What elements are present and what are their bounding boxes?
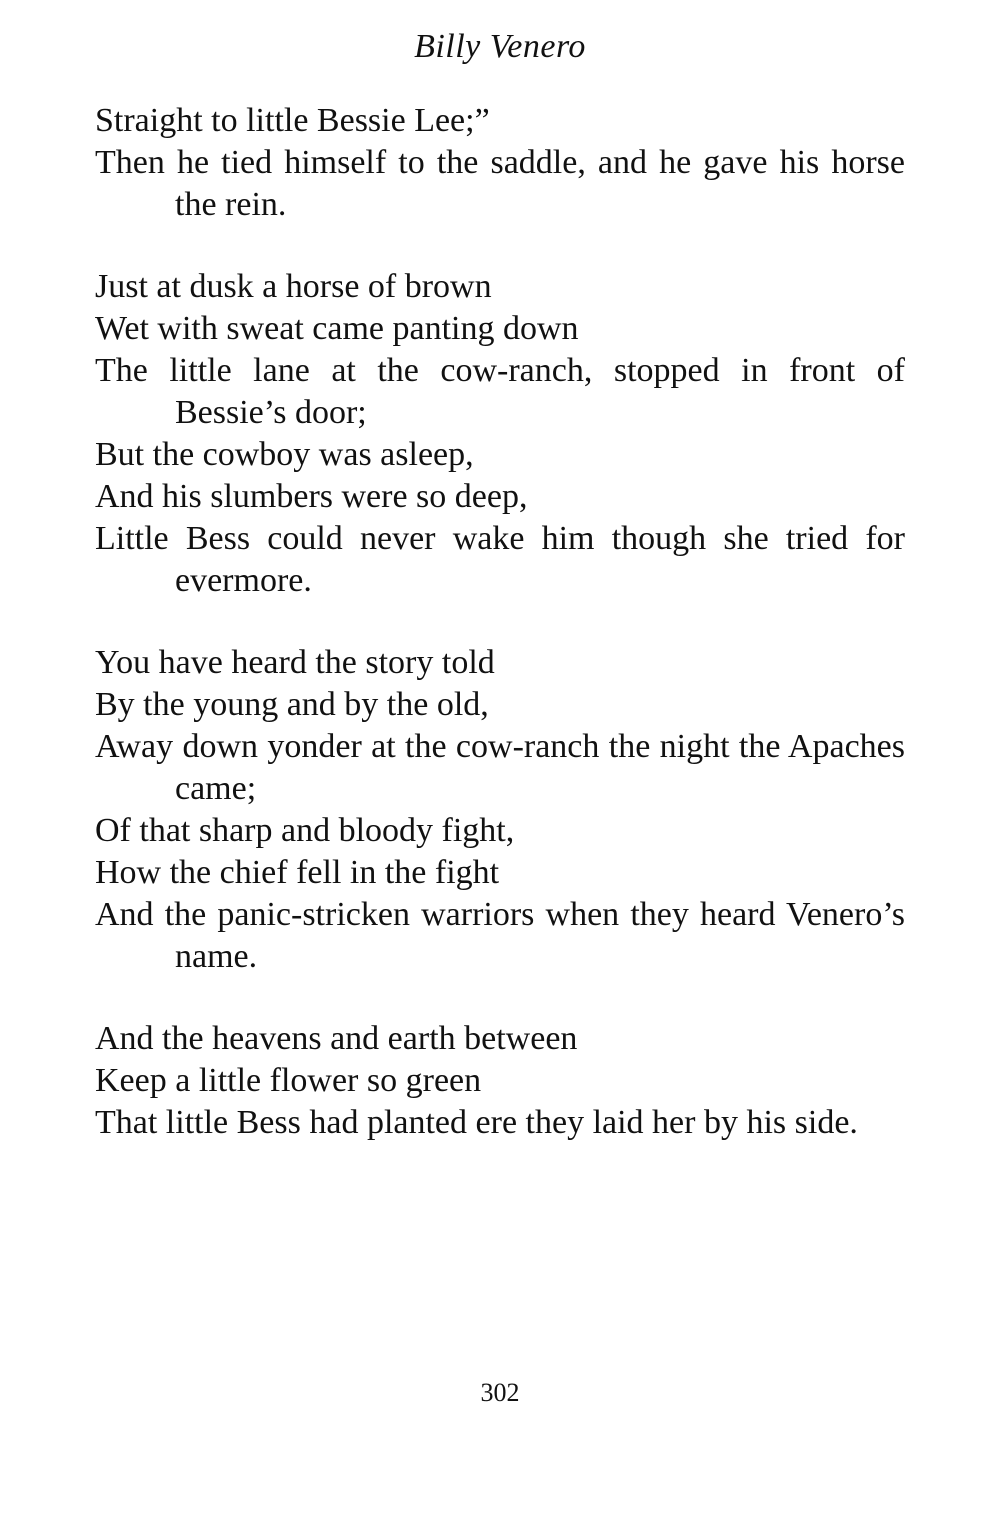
poem-line: Of that sharp and bloody fight, <box>95 812 515 849</box>
stanza <box>95 642 905 978</box>
poem-line: You have heard the story told <box>95 644 495 681</box>
poem-line: Just at dusk a horse of brown <box>95 268 492 305</box>
poem-line: Little Bess could never wake him though she tried for evermore. <box>95 520 905 599</box>
running-title: Billy Venero <box>414 28 586 65</box>
poem-line: And the heavens and earth between <box>95 1020 578 1057</box>
poem-line: Away down yonder at the cow-ranch the night the Apaches came; <box>95 728 905 807</box>
poem-line: By the young and by the old, <box>95 686 489 723</box>
poem-line: That little Bess had planted ere they laid her by his side. <box>95 1104 858 1141</box>
stanza <box>95 1018 905 1144</box>
poem-line: And the panic-stricken warriors when they heard Venero’s name. <box>95 896 905 975</box>
poem-line: Then he tied himself to the saddle, and he gave his horse the rein. <box>95 144 905 223</box>
poem-line: And his slumbers were so deep, <box>95 478 528 515</box>
poem-body <box>95 100 905 1184</box>
poem-line: Keep a little flower so green <box>95 1062 482 1099</box>
page-number: 302 <box>480 1378 520 1407</box>
poem-line: The little lane at the cow-ranch, stopped in front of Bessie’s door; <box>95 352 905 431</box>
stanza <box>95 266 905 602</box>
poem-line: Straight to little Bessie Lee;” <box>95 102 490 139</box>
poem-line: Wet with sweat came panting down <box>95 310 579 347</box>
poem-line: But the cowboy was asleep, <box>95 436 474 473</box>
stanza <box>95 100 905 226</box>
poem-line: How the chief fell in the fight <box>95 854 500 891</box>
